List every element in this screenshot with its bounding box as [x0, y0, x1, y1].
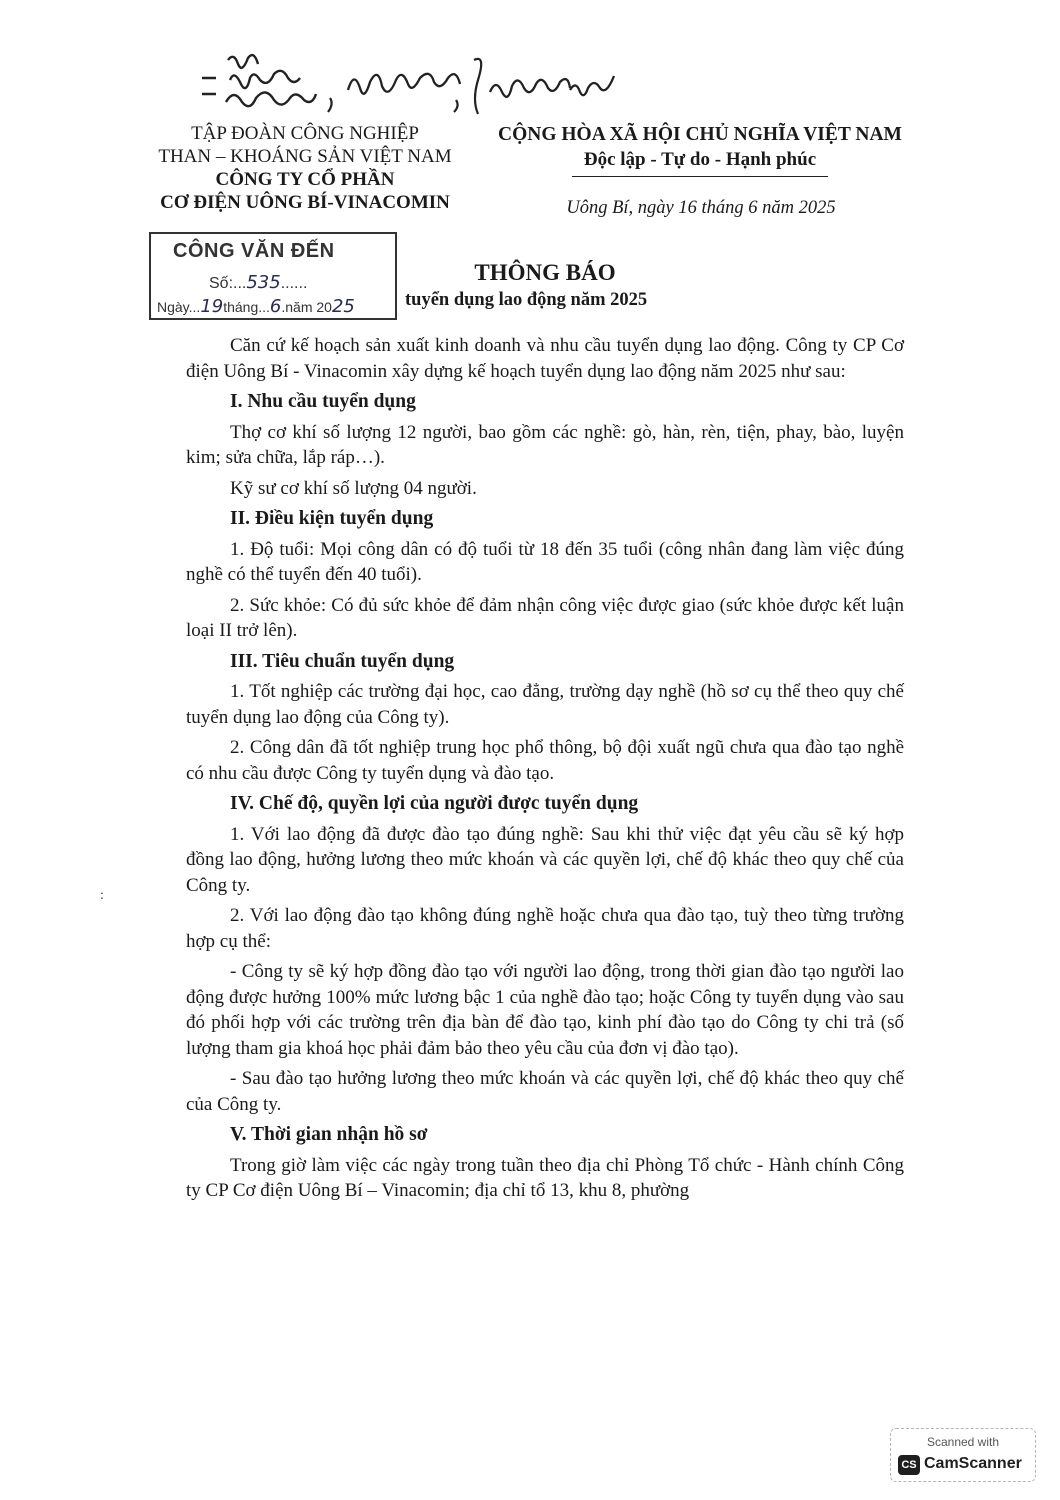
- section-4-paragraph-2: 2. Với lao động đào tạo không đúng nghề hoặc chưa qua đào tạo, tuỳ theo từng trường hợp cụ thể:: [186, 905, 904, 952]
- national-heading: [480, 122, 920, 177]
- section-2-heading: II. Điều kiện tuyển dụng: [230, 508, 434, 529]
- document-title: THÔNG BÁO: [474, 260, 616, 285]
- stamp-date-prefix: Ngày...: [157, 299, 201, 315]
- stamp-date-line: [157, 296, 355, 317]
- scanned-with-label: Scanned with: [926, 1435, 1000, 1449]
- section-4-paragraph-1: 1. Với lao động đã được đào tạo đúng nghề: Sau khi thử việc đạt yêu cầu sẽ ký hợp đồng lao động, hưởng lương theo mức khoán và các quyền lợi, chế độ khác theo quy chế của Công ty.: [186, 823, 904, 896]
- section-4-paragraph-3: - Công ty sẽ ký hợp đồng đào tạo với người lao động, trong thời gian đào tạo người lao động được hưởng 100% mức lương bậc 1 của nghề đào tạo; hoặc Công ty tuyển dụng vào sau đó phối hợp với các trường trên địa bàn để đào tạo, kinh phí đào tạo do Công ty chi trả (số lượng tham gia khoá học phải đảm bảo theo yêu cầu của đơn vị đào tạo).: [186, 961, 904, 1059]
- section-1-paragraph-1: Thợ cơ khí số lượng 12 người, bao gồm các nghề: gò, hàn, rèn, tiện, phay, bào, luyện kim; sửa chữa, lắp ráp…).: [186, 421, 904, 468]
- stamp-year-label: .năm 20: [281, 299, 332, 315]
- section-2-paragraph-1: 1. Độ tuổi: Mọi công dân có độ tuổi từ 18 đến 35 tuổi (công nhân đang làm việc đúng nghề có thể tuyển đến 40 tuổi).: [186, 538, 904, 585]
- section-4-paragraph-4: - Sau đào tạo hưởng lương theo mức khoán và các quyền lợi, chế độ khác theo quy chế của Công ty.: [186, 1068, 904, 1115]
- document-body: [186, 333, 904, 1209]
- camscanner-brand: CamScanner: [924, 1455, 1022, 1472]
- stamp-month: 6: [269, 296, 282, 317]
- section-3-heading: III. Tiêu chuẩn tuyển dụng: [230, 650, 455, 672]
- handwritten-note: [198, 50, 618, 120]
- section-3-paragraph-2: 2. Công dân đã tốt nghiệp trung học phổ thông, bộ đội xuất ngũ chưa qua đào tạo nghề có nhu cầu được Công ty tuyển dụng và đào tạo.: [186, 737, 904, 784]
- stamp-title: CÔNG VĂN ĐẾN: [173, 240, 335, 262]
- section-5-heading: V. Thời gian nhận hồ sơ: [230, 1124, 428, 1145]
- section-5-paragraph-1: Trong giờ làm việc các ngày trong tuần theo địa chỉ Phòng Tổ chức - Hành chính Công ty CP Cơ điện Uông Bí – Vinacomin; địa chỉ tổ 13, khu 8, phường: [186, 1154, 904, 1201]
- section-4-heading: IV. Chế độ, quyền lợi của người được tuyển dụng: [230, 793, 639, 814]
- stamp-year: 25: [331, 296, 355, 317]
- stamp-number-line: [209, 272, 307, 293]
- section-1-paragraph-2: Kỹ sư cơ khí số lượng 04 người.: [230, 477, 477, 499]
- org-line-4: CƠ ĐIỆN UÔNG BÍ-VINACOMIN: [160, 192, 450, 213]
- stamp-number-dots: ......: [280, 275, 308, 292]
- place-and-date: Uông Bí, ngày 16 tháng 6 năm 2025: [566, 198, 836, 218]
- camscanner-logo-icon: CS: [898, 1455, 920, 1475]
- section-2-paragraph-2: 2. Sức khỏe: Có đủ sức khỏe để đảm nhận công việc được giao (sức khỏe được kết luận loại II trở lên).: [186, 594, 904, 641]
- stamp-number-label: Số:...: [209, 275, 247, 292]
- stamp-number-value: 535: [246, 272, 281, 293]
- incoming-document-stamp: [149, 232, 397, 320]
- stamp-month-label: tháng...: [223, 299, 270, 315]
- document-subtitle: tuyển dụng lao động năm 2025: [405, 290, 648, 310]
- org-line-3: CÔNG TY CỔ PHẦN: [215, 169, 395, 190]
- intro-paragraph: Căn cứ kế hoạch sản xuất kinh doanh và nhu cầu tuyển dụng lao động. Công ty CP Cơ điện Uông Bí - Vinacomin xây dựng kế hoạch tuyển dụng lao động năm 2025 như sau:: [186, 335, 904, 382]
- camscanner-watermark: [890, 1428, 1036, 1482]
- section-3-paragraph-1: 1. Tốt nghiệp các trường đại học, cao đẳng, trường dạy nghề (hồ sơ cụ thể theo quy chế tuyển dụng lao động của Công ty).: [186, 681, 904, 728]
- section-1-heading: I. Nhu cầu tuyển dụng: [230, 391, 416, 412]
- national-motto: Độc lập - Tự do - Hạnh phúc: [583, 149, 817, 170]
- issuing-organization: [140, 122, 470, 214]
- motto-underline: [572, 176, 828, 177]
- org-line-1: TẬP ĐOÀN CÔNG NGHIỆP: [191, 123, 419, 144]
- org-line-2: THAN – KHOÁNG SẢN VIỆT NAM: [158, 146, 452, 167]
- nation-name: CỘNG HÒA XÃ HỘI CHỦ NGHĨA VIỆT NAM: [498, 124, 902, 145]
- margin-mark: :: [100, 888, 104, 903]
- stamp-day: 19: [200, 296, 224, 317]
